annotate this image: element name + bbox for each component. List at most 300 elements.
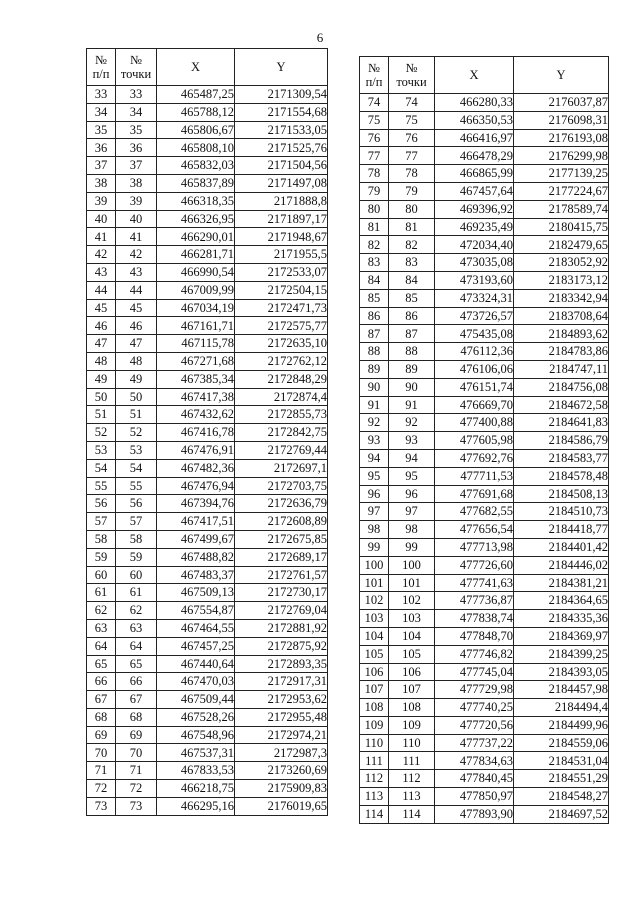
table-row [87,459,328,477]
cell-x: 467432,62 [157,406,235,424]
cell-y: 2172769,04 [235,602,328,620]
table-row [87,566,328,584]
cell-point-number: 76 [389,129,435,147]
table-row [360,699,609,717]
table-row [87,637,328,655]
cell-row-number: 74 [360,94,389,112]
table-row [360,165,609,183]
cell-x: 466318,35 [157,192,235,210]
cell-x: 469235,49 [435,218,514,236]
cell-row-number: 80 [360,200,389,218]
cell-y: 2172533,07 [235,263,328,281]
cell-y: 2172953,62 [235,691,328,709]
cell-x: 466350,53 [435,111,514,129]
table-row [360,307,609,325]
cell-x: 467161,71 [157,317,235,335]
cell-row-number: 37 [87,157,116,175]
cell-y: 2172635,10 [235,335,328,353]
table-row [87,174,328,192]
cell-row-number: 107 [360,681,389,699]
cell-row-number: 89 [360,360,389,378]
cell-point-number: 91 [389,396,435,414]
table-body-right [360,94,609,824]
cell-x: 467537,31 [157,744,235,762]
table-row [360,592,609,610]
cell-point-number: 75 [389,111,435,129]
cell-y: 2171554,68 [235,103,328,121]
cell-y: 2184508,13 [514,485,609,503]
table-row [360,645,609,663]
table-row [87,726,328,744]
cell-y: 2173260,69 [235,762,328,780]
col-header-x: X [435,57,514,94]
cell-y: 2184747,11 [514,360,609,378]
cell-y: 2172761,57 [235,566,328,584]
cell-y: 2176037,87 [514,94,609,112]
cell-x: 475435,08 [435,325,514,343]
cell-point-number: 102 [389,592,435,610]
cell-x: 477713,98 [435,538,514,556]
cell-row-number: 55 [87,477,116,495]
cell-point-number: 105 [389,645,435,663]
cell-x: 467417,51 [157,513,235,531]
cell-row-number: 91 [360,396,389,414]
cell-y: 2178589,74 [514,200,609,218]
cell-x: 467034,19 [157,299,235,317]
table-row [87,121,328,139]
cell-row-number: 101 [360,574,389,592]
cell-y: 2184499,96 [514,716,609,734]
table-row [87,335,328,353]
cell-x: 477605,98 [435,432,514,450]
cell-point-number: 45 [116,299,157,317]
cell-x: 467470,03 [157,673,235,691]
cell-y: 2177139,25 [514,165,609,183]
cell-point-number: 110 [389,734,435,752]
table-row [87,103,328,121]
cell-y: 2184335,36 [514,610,609,628]
cell-x: 477746,82 [435,645,514,663]
table-row [360,414,609,432]
cell-x: 466478,29 [435,147,514,165]
cell-row-number: 72 [87,780,116,798]
table-row [360,485,609,503]
col-header-row-number [360,57,389,94]
table-row [360,432,609,450]
cell-row-number: 111 [360,752,389,770]
cell-x: 477848,70 [435,627,514,645]
cell-x: 467457,64 [435,182,514,200]
cell-row-number: 83 [360,254,389,272]
cell-y: 2184697,52 [514,805,609,823]
cell-row-number: 77 [360,147,389,165]
cell-row-number: 84 [360,271,389,289]
cell-row-number: 62 [87,602,116,620]
cell-row-number: 81 [360,218,389,236]
cell-x: 477740,25 [435,699,514,717]
table-row [87,548,328,566]
cell-x: 466416,97 [435,129,514,147]
table-body-left [87,86,328,816]
cell-row-number: 48 [87,352,116,370]
cell-x: 467548,96 [157,726,235,744]
cell-x: 477726,60 [435,556,514,574]
cell-point-number: 101 [389,574,435,592]
cell-x: 477736,87 [435,592,514,610]
cell-point-number: 78 [389,165,435,183]
cell-x: 465806,67 [157,121,235,139]
cell-y: 2184457,98 [514,681,609,699]
table-row [360,752,609,770]
cell-point-number: 54 [116,459,157,477]
cell-point-number: 40 [116,210,157,228]
table-row [360,200,609,218]
table-row [87,744,328,762]
cell-x: 472034,40 [435,236,514,254]
table-row [87,388,328,406]
table-row [360,271,609,289]
cell-point-number: 41 [116,228,157,246]
cell-row-number: 98 [360,521,389,539]
cell-y: 2172855,73 [235,406,328,424]
cell-x: 467385,34 [157,370,235,388]
cell-x: 477692,76 [435,449,514,467]
cell-point-number: 60 [116,566,157,584]
cell-y: 2176019,65 [235,797,328,815]
cell-point-number: 50 [116,388,157,406]
cell-y: 2172504,15 [235,281,328,299]
cell-row-number: 79 [360,182,389,200]
cell-y: 2182479,65 [514,236,609,254]
cell-y: 2172703,75 [235,477,328,495]
cell-x: 467476,94 [157,477,235,495]
table-row [360,111,609,129]
cell-x: 467488,82 [157,548,235,566]
cell-row-number: 90 [360,378,389,396]
cell-row-number: 67 [87,691,116,709]
cell-row-number: 38 [87,174,116,192]
cell-y: 2177224,67 [514,182,609,200]
cell-x: 477729,98 [435,681,514,699]
cell-y: 2172608,89 [235,513,328,531]
cell-point-number: 74 [389,94,435,112]
cell-x: 477840,45 [435,770,514,788]
cell-x: 467509,44 [157,691,235,709]
cell-x: 469396,92 [435,200,514,218]
table-row [87,441,328,459]
cell-row-number: 88 [360,343,389,361]
cell-row-number: 46 [87,317,116,335]
table-row [360,503,609,521]
cell-point-number: 34 [116,103,157,121]
cell-x: 466865,99 [435,165,514,183]
cell-y: 2184494,4 [514,699,609,717]
cell-point-number: 53 [116,441,157,459]
cell-point-number: 111 [389,752,435,770]
cell-y: 2184551,29 [514,770,609,788]
cell-row-number: 34 [87,103,116,121]
cell-point-number: 68 [116,708,157,726]
cell-row-number: 36 [87,139,116,157]
cell-y: 2172874,4 [235,388,328,406]
table-row [360,360,609,378]
cell-x: 465832,03 [157,157,235,175]
num-abbrev: п/п [365,75,383,89]
cell-y: 2172675,85 [235,530,328,548]
cell-x: 477720,56 [435,716,514,734]
cell-point-number: 63 [116,619,157,637]
cell-x: 466281,71 [157,246,235,264]
cell-row-number: 110 [360,734,389,752]
cell-point-number: 58 [116,530,157,548]
table-row [87,655,328,673]
num-symbol: № [130,52,142,67]
cell-row-number: 100 [360,556,389,574]
cell-x: 467115,78 [157,335,235,353]
cell-x: 477745,04 [435,663,514,681]
cell-row-number: 109 [360,716,389,734]
cell-row-number: 57 [87,513,116,531]
cell-row-number: 39 [87,192,116,210]
cell-y: 2184641,83 [514,414,609,432]
cell-y: 2172636,79 [235,495,328,513]
cell-row-number: 73 [87,797,116,815]
cell-row-number: 43 [87,263,116,281]
cell-row-number: 35 [87,121,116,139]
cell-y: 2176299,98 [514,147,609,165]
cell-x: 477682,55 [435,503,514,521]
cell-row-number: 52 [87,424,116,442]
cell-point-number: 69 [116,726,157,744]
cell-x: 467464,55 [157,619,235,637]
cell-row-number: 53 [87,441,116,459]
cell-x: 473324,31 [435,289,514,307]
cell-point-number: 77 [389,147,435,165]
table-row [360,182,609,200]
table-row [87,299,328,317]
cell-x: 467554,87 [157,602,235,620]
table-row [360,610,609,628]
table-row [87,246,328,264]
cell-x: 467394,76 [157,495,235,513]
table-row [87,619,328,637]
cell-x: 467509,13 [157,584,235,602]
cell-y: 2172689,17 [235,548,328,566]
table-row [87,406,328,424]
cell-row-number: 54 [87,459,116,477]
cell-row-number: 60 [87,566,116,584]
cell-point-number: 55 [116,477,157,495]
num-symbol: № [405,60,418,75]
cell-y: 2172917,31 [235,673,328,691]
table-row [87,210,328,228]
cell-y: 2184672,58 [514,396,609,414]
cell-point-number: 79 [389,182,435,200]
cell-x: 477691,68 [435,485,514,503]
cell-x: 467833,53 [157,762,235,780]
cell-x: 467009,99 [157,281,235,299]
num-symbol: № [95,52,107,67]
cell-point-number: 87 [389,325,435,343]
cell-point-number: 85 [389,289,435,307]
cell-y: 2171955,5 [235,246,328,264]
cell-row-number: 49 [87,370,116,388]
cell-point-number: 62 [116,602,157,620]
table-row [360,681,609,699]
cell-point-number: 35 [116,121,157,139]
table-row [360,538,609,556]
cell-y: 2184548,27 [514,788,609,806]
cell-point-number: 72 [116,780,157,798]
table-row [360,147,609,165]
cell-point-number: 59 [116,548,157,566]
cell-y: 2171497,08 [235,174,328,192]
page-number: 6 [316,30,324,45]
cell-y: 2184393,05 [514,663,609,681]
cell-y: 2172471,73 [235,299,328,317]
cell-y: 2172842,75 [235,424,328,442]
cell-point-number: 43 [116,263,157,281]
cell-row-number: 87 [360,325,389,343]
cell-row-number: 41 [87,228,116,246]
table-row [360,734,609,752]
table-row [360,378,609,396]
cell-x: 477737,22 [435,734,514,752]
cell-x: 473035,08 [435,254,514,272]
cell-x: 466290,01 [157,228,235,246]
cell-row-number: 97 [360,503,389,521]
cell-point-number: 98 [389,521,435,539]
cell-point-number: 104 [389,627,435,645]
cell-row-number: 47 [87,335,116,353]
cell-row-number: 70 [87,744,116,762]
col-header-point-number [116,49,157,86]
table-row [360,449,609,467]
col-header-point-number [389,57,435,94]
cell-point-number: 61 [116,584,157,602]
table-row [87,139,328,157]
cell-point-number: 33 [116,86,157,104]
table-row [360,788,609,806]
cell-point-number: 37 [116,157,157,175]
cell-y: 2171897,17 [235,210,328,228]
cell-row-number: 82 [360,236,389,254]
cell-point-number: 107 [389,681,435,699]
table-row [360,289,609,307]
cell-point-number: 71 [116,762,157,780]
cell-point-number: 96 [389,485,435,503]
table-row [87,370,328,388]
cell-x: 477656,54 [435,521,514,539]
table-row [360,716,609,734]
cell-row-number: 40 [87,210,116,228]
cell-x: 477834,63 [435,752,514,770]
cell-point-number: 65 [116,655,157,673]
cell-y: 2184893,62 [514,325,609,343]
cell-x: 473193,60 [435,271,514,289]
cell-x: 467416,78 [157,424,235,442]
cell-y: 2172848,29 [235,370,328,388]
cell-y: 2184399,25 [514,645,609,663]
cell-y: 2171533,05 [235,121,328,139]
table-row [87,602,328,620]
table-row [360,94,609,112]
cell-point-number: 70 [116,744,157,762]
cell-point-number: 49 [116,370,157,388]
cell-point-number: 113 [389,788,435,806]
cell-y: 2172974,21 [235,726,328,744]
cell-y: 2184510,73 [514,503,609,521]
cell-row-number: 112 [360,770,389,788]
table-row [87,762,328,780]
table-row [87,691,328,709]
col-header-y: Y [235,49,328,86]
table-row [360,521,609,539]
table-row [87,513,328,531]
cell-y: 2184531,04 [514,752,609,770]
cell-point-number: 114 [389,805,435,823]
table-row [360,770,609,788]
table-row [87,780,328,798]
cell-y: 2184364,65 [514,592,609,610]
cell-x: 476151,74 [435,378,514,396]
table-row [87,797,328,815]
table-row [87,86,328,104]
cell-row-number: 95 [360,467,389,485]
num-abbrev: п/п [92,67,110,81]
cell-row-number: 104 [360,627,389,645]
cell-point-number: 48 [116,352,157,370]
coordinates-table-left [86,48,328,816]
table-row [360,254,609,272]
cell-y: 2183342,94 [514,289,609,307]
cell-y: 2172575,77 [235,317,328,335]
cell-point-number: 94 [389,449,435,467]
table-row [87,317,328,335]
cell-point-number: 89 [389,360,435,378]
cell-row-number: 33 [87,86,116,104]
table-row [87,352,328,370]
cell-y: 2171525,76 [235,139,328,157]
table-row [87,495,328,513]
cell-row-number: 65 [87,655,116,673]
cell-x: 465788,12 [157,103,235,121]
cell-point-number: 109 [389,716,435,734]
cell-x: 466295,16 [157,797,235,815]
table-row [87,281,328,299]
cell-x: 467482,36 [157,459,235,477]
cell-y: 2172762,12 [235,352,328,370]
cell-point-number: 47 [116,335,157,353]
cell-y: 2183173,12 [514,271,609,289]
table-row [87,673,328,691]
cell-row-number: 45 [87,299,116,317]
cell-y: 2172875,92 [235,637,328,655]
cell-point-number: 93 [389,432,435,450]
table-row [87,157,328,175]
cell-point-number: 92 [389,414,435,432]
cell-row-number: 78 [360,165,389,183]
cell-row-number: 86 [360,307,389,325]
cell-y: 2184401,42 [514,538,609,556]
cell-point-number: 81 [389,218,435,236]
cell-x: 476112,36 [435,343,514,361]
cell-y: 2172769,44 [235,441,328,459]
cell-point-number: 42 [116,246,157,264]
cell-x: 467440,64 [157,655,235,673]
cell-point-number: 52 [116,424,157,442]
cell-x: 477400,88 [435,414,514,432]
